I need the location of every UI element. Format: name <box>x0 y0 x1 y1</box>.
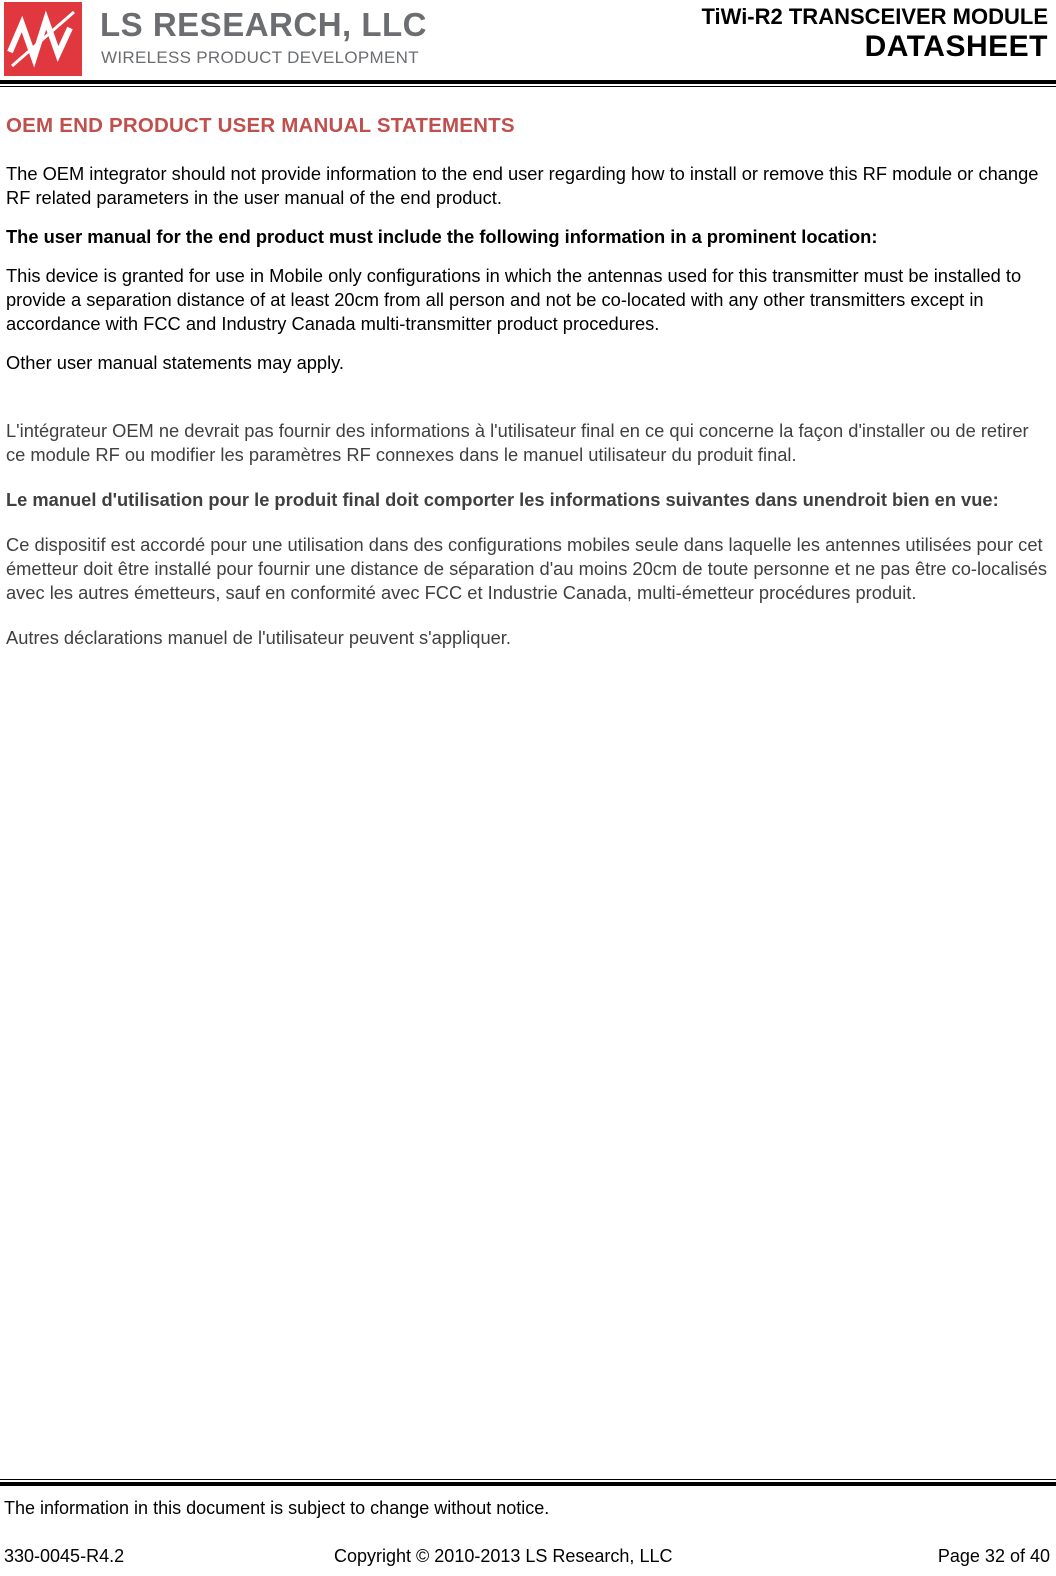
document-number: 330-0045-R4.2 <box>4 1546 125 1566</box>
page-number: Page 32 of 40 <box>937 1546 1050 1566</box>
footer-notice: The information in this document is subject to change without notice. <box>4 1498 550 1518</box>
document-title-datasheet: DATASHEET <box>864 30 1048 63</box>
page-header <box>0 0 1056 86</box>
english-paragraph-2: The user manual for the end product must include the following information in a prominent location: <box>6 226 878 247</box>
document-title <box>701 4 1048 64</box>
footer-divider <box>0 1482 1056 1486</box>
french-paragraph-4: Autres déclarations manuel de l'utilisateur peuvent s'appliquer. <box>6 627 511 648</box>
page-content <box>6 114 1052 671</box>
header-divider-thin <box>0 86 1056 87</box>
header-divider <box>0 80 1056 84</box>
french-paragraph-2: Le manuel d'utilisation pour le produit final doit comporter les informations suivantes dans unendroit bien en vue: <box>6 489 999 510</box>
page-footer <box>4 1546 1050 1570</box>
english-statements <box>6 162 1052 375</box>
english-paragraph-4: Other user manual statements may apply. <box>6 352 345 373</box>
logo-tagline: WIRELESS PRODUCT DEVELOPMENT <box>101 48 419 67</box>
footer-divider-thin <box>0 1479 1056 1480</box>
logo-company-name: LS RESEARCH, LLC <box>100 6 428 43</box>
english-paragraph-1: The OEM integrator should not provide information to the end user regarding how to install or remove this RF module or change RF related parameters in the user manual of the end product. <box>6 163 1039 208</box>
copyright-notice: Copyright © 2010-2013 LS Research, LLC <box>334 1546 673 1566</box>
french-paragraph-1: L'intégrateur OEM ne devrait pas fournir des informations à l'utilisateur final en ce qui concerne la façon d'installer ou de retirer ce module RF ou modifier les paramètres RF connexes dans le manuel utilisateur du produit final. <box>6 420 1029 465</box>
section-title: OEM END PRODUCT USER MANUAL STATEMENTS <box>6 114 515 137</box>
ls-research-logo-icon <box>4 2 82 76</box>
document-title-module: TiWi-R2 TRANSCEIVER MODULE <box>701 4 1048 29</box>
company-logo <box>4 2 428 76</box>
english-paragraph-3: This device is granted for use in Mobile only configurations in which the antennas used for this transmitter must be installed to provide a separation distance of at least 20cm from all person and not be co-located with any other transmitters except in accordance with FCC and Industry Canada multi-transmitter product procedures. <box>6 265 1022 334</box>
french-statements <box>6 419 1052 650</box>
french-paragraph-3: Ce dispositif est accordé pour une utilisation dans des configurations mobiles seule dans laquelle les antennes utilisées pour cet émetteur doit être installé pour fournir une distance de séparation d'au moins 20cm de toute personne et ne pas être co-localisés avec les autres émetteurs, sauf en conformité avec FCC et Industrie Canada, multi-émetteur procédures produit. <box>6 534 1048 603</box>
